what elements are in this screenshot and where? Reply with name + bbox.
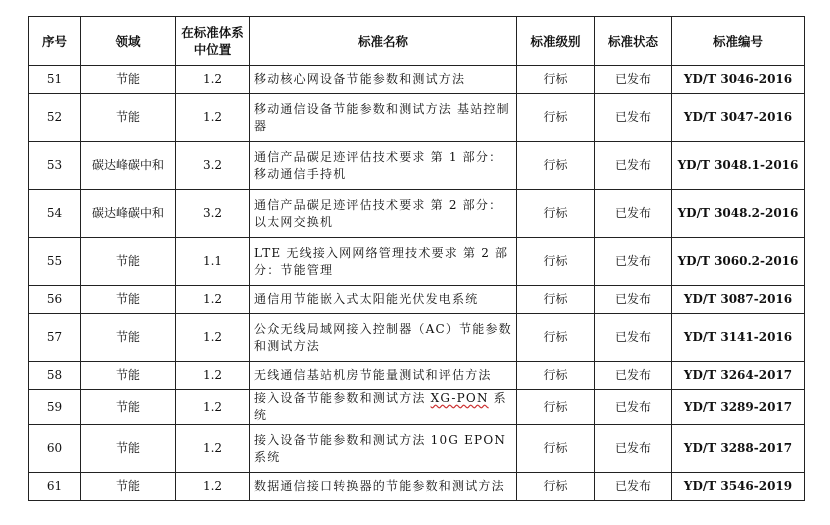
cell-name: 通信用节能嵌入式太阳能光伏发电系统 <box>250 286 517 314</box>
cell-status: 已发布 <box>595 314 672 362</box>
cell-level: 行标 <box>517 473 595 501</box>
cell-name: 移动核心网设备节能参数和测试方法 <box>250 66 517 94</box>
table-row <box>29 362 805 390</box>
cell-seq: 56 <box>29 286 81 314</box>
cell-position: 1.2 <box>176 390 250 425</box>
cell-seq: 59 <box>29 390 81 425</box>
cell-seq: 53 <box>29 142 81 190</box>
cell-code: YD/T 3048.1-2016 <box>672 142 805 190</box>
cell-domain: 节能 <box>81 362 176 390</box>
cell-level: 行标 <box>517 238 595 286</box>
name-part: 接入设备节能参数和测试方法 <box>254 391 431 405</box>
cell-name: 通信产品碳足迹评估技术要求 第 1 部分：移动通信手持机 <box>250 142 517 190</box>
cell-code: YD/T 3546-2019 <box>672 473 805 501</box>
cell-domain: 碳达峰碳中和 <box>81 142 176 190</box>
cell-seq: 60 <box>29 425 81 473</box>
cell-position: 3.2 <box>176 142 250 190</box>
cell-name: 通信产品碳足迹评估技术要求 第 2 部分：以太网交换机 <box>250 190 517 238</box>
cell-level: 行标 <box>517 314 595 362</box>
cell-domain: 节能 <box>81 238 176 286</box>
cell-level: 行标 <box>517 66 595 94</box>
cell-name: 接入设备节能参数和测试方法 10G EPON 系统 <box>250 425 517 473</box>
name-part: 系统 <box>254 391 507 422</box>
cell-code: YD/T 3288-2017 <box>672 425 805 473</box>
cell-seq: 51 <box>29 66 81 94</box>
header-seq: 序号 <box>29 17 81 66</box>
cell-status: 已发布 <box>595 473 672 501</box>
cell-position: 1.2 <box>176 314 250 362</box>
cell-code: YD/T 3046-2016 <box>672 66 805 94</box>
cell-seq: 54 <box>29 190 81 238</box>
cell-level: 行标 <box>517 286 595 314</box>
cell-position: 1.2 <box>176 473 250 501</box>
cell-position: 1.2 <box>176 362 250 390</box>
cell-status: 已发布 <box>595 142 672 190</box>
header-level: 标准级别 <box>517 17 595 66</box>
cell-domain: 节能 <box>81 94 176 142</box>
header-name: 标准名称 <box>250 17 517 66</box>
cell-status: 已发布 <box>595 390 672 425</box>
header-domain: 领域 <box>81 17 176 66</box>
cell-status: 已发布 <box>595 94 672 142</box>
cell-domain: 节能 <box>81 390 176 425</box>
cell-name: 数据通信接口转换器的节能参数和测试方法 <box>250 473 517 501</box>
cell-name <box>250 390 517 425</box>
cell-level: 行标 <box>517 94 595 142</box>
cell-domain: 碳达峰碳中和 <box>81 190 176 238</box>
header-status: 标准状态 <box>595 17 672 66</box>
cell-seq: 61 <box>29 473 81 501</box>
cell-position: 3.2 <box>176 190 250 238</box>
cell-domain: 节能 <box>81 314 176 362</box>
table-row <box>29 286 805 314</box>
header-code: 标准编号 <box>672 17 805 66</box>
table-row <box>29 390 805 425</box>
table-row <box>29 190 805 238</box>
cell-level: 行标 <box>517 390 595 425</box>
cell-code: YD/T 3087-2016 <box>672 286 805 314</box>
cell-position: 1.2 <box>176 94 250 142</box>
cell-position: 1.2 <box>176 425 250 473</box>
cell-level: 行标 <box>517 190 595 238</box>
table-row <box>29 142 805 190</box>
cell-position: 1.1 <box>176 238 250 286</box>
cell-code: YD/T 3289-2017 <box>672 390 805 425</box>
cell-position: 1.2 <box>176 66 250 94</box>
cell-code: YD/T 3264-2017 <box>672 362 805 390</box>
cell-name: 公众无线局域网接入控制器（AC）节能参数和测试方法 <box>250 314 517 362</box>
cell-domain: 节能 <box>81 473 176 501</box>
table-row <box>29 314 805 362</box>
header-position: 在标准体系中位置 <box>176 17 250 66</box>
cell-code: YD/T 3048.2-2016 <box>672 190 805 238</box>
cell-status: 已发布 <box>595 425 672 473</box>
standards-table <box>28 16 805 501</box>
spellcheck-word: XG-PON <box>430 391 489 405</box>
cell-status: 已发布 <box>595 66 672 94</box>
table-row <box>29 238 805 286</box>
cell-name: 无线通信基站机房节能量测试和评估方法 <box>250 362 517 390</box>
cell-seq: 55 <box>29 238 81 286</box>
cell-seq: 52 <box>29 94 81 142</box>
table-row <box>29 425 805 473</box>
cell-code: YD/T 3047-2016 <box>672 94 805 142</box>
cell-level: 行标 <box>517 142 595 190</box>
cell-level: 行标 <box>517 362 595 390</box>
table-row <box>29 94 805 142</box>
cell-code: YD/T 3141-2016 <box>672 314 805 362</box>
cell-seq: 58 <box>29 362 81 390</box>
cell-position: 1.2 <box>176 286 250 314</box>
cell-status: 已发布 <box>595 190 672 238</box>
cell-domain: 节能 <box>81 66 176 94</box>
cell-seq: 57 <box>29 314 81 362</box>
cell-level: 行标 <box>517 425 595 473</box>
table-row <box>29 66 805 94</box>
cell-name: 移动通信设备节能参数和测试方法 基站控制器 <box>250 94 517 142</box>
cell-domain: 节能 <box>81 286 176 314</box>
cell-status: 已发布 <box>595 238 672 286</box>
cell-name: LTE 无线接入网网络管理技术要求 第 2 部分：节能管理 <box>250 238 517 286</box>
cell-domain: 节能 <box>81 425 176 473</box>
header-row <box>29 17 805 66</box>
table-row <box>29 473 805 501</box>
cell-status: 已发布 <box>595 362 672 390</box>
cell-code: YD/T 3060.2-2016 <box>672 238 805 286</box>
cell-status: 已发布 <box>595 286 672 314</box>
